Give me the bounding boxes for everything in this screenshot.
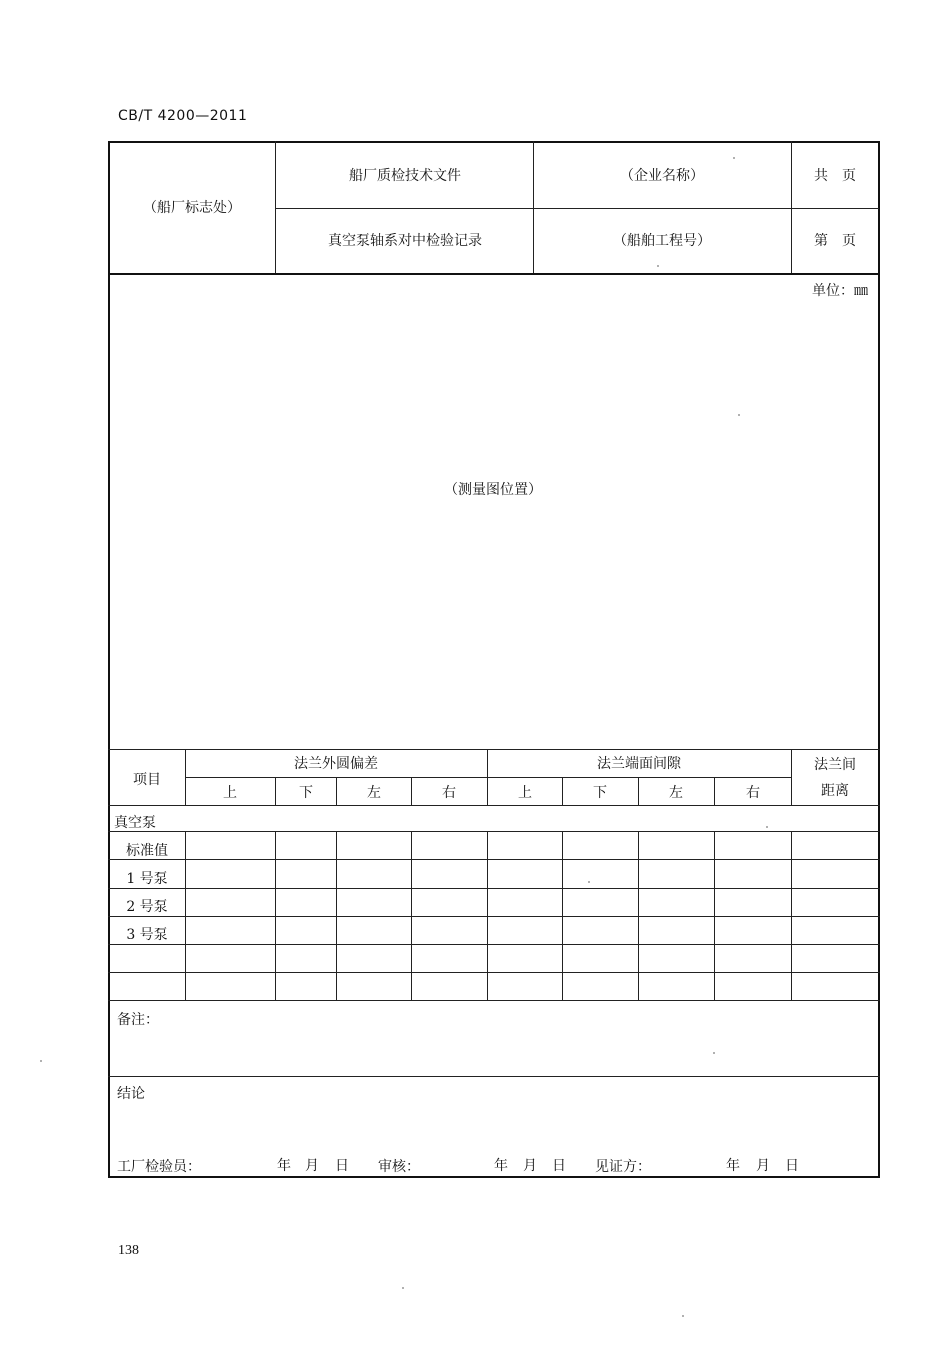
pos-divider-6-top: [638, 777, 639, 805]
doc-type: 船厂质检技术文件: [349, 168, 461, 184]
scan-speck: [713, 1052, 715, 1054]
table-section-bottom: [108, 831, 880, 832]
distance-header-line2: 距离: [821, 783, 849, 799]
table-bottom: [108, 1000, 880, 1001]
project-placeholder: （船舶工程号）: [613, 233, 711, 249]
scan-speck: [402, 1287, 404, 1289]
pos-divider-3-top: [411, 777, 412, 805]
unit-label: 单位：㎜: [812, 283, 868, 299]
conclusion-label: 结论: [117, 1086, 145, 1102]
item-header: 项目: [133, 772, 161, 788]
company-placeholder: （企业名称）: [620, 168, 704, 184]
distance-col-divider-top: [791, 749, 792, 805]
table-row-line-3: [108, 916, 880, 917]
scan-speck: [588, 881, 590, 883]
distance-header-line1: 法兰间: [814, 757, 856, 773]
reviewer-date-day: 日: [552, 1158, 566, 1174]
record-title: 真空泵轴系对中检验记录: [328, 233, 482, 249]
pos-divider-5-top: [562, 777, 563, 805]
pos-divider-7-top: [714, 777, 715, 805]
position-right: 右: [442, 785, 456, 801]
section-label: 真空泵: [114, 815, 156, 831]
pos-divider-7: [714, 831, 715, 1000]
inspector-label: 工厂检验员：: [117, 1159, 201, 1175]
position-left: 左: [669, 785, 683, 801]
table-row-line-5: [108, 972, 880, 973]
witness-date-day: 日: [785, 1158, 799, 1174]
inspector-date-day: 日: [335, 1158, 349, 1174]
diagram-placeholder: （测量图位置）: [444, 482, 542, 498]
scan-speck: [766, 826, 768, 828]
witness-date-month: 月: [756, 1158, 770, 1174]
reviewer-date-year: 年: [494, 1158, 508, 1174]
page-of: 第 页: [814, 233, 856, 249]
row-label-pump-3: 3 号泵: [126, 927, 168, 943]
witness-date-year: 年: [726, 1158, 740, 1174]
group-runout-header: 法兰外圆偏差: [294, 756, 378, 772]
scan-speck: [657, 265, 659, 267]
scan-speck: [682, 1315, 684, 1317]
frame-right: [878, 141, 880, 1178]
table-row-line-4: [108, 944, 880, 945]
pos-divider-3: [411, 831, 412, 1000]
witness-label: 见证方：: [595, 1159, 651, 1175]
row-label-standard: 标准值: [126, 843, 168, 859]
item-col-divider-top: [185, 749, 186, 805]
scan-speck: [733, 157, 735, 159]
row-label-pump-2: 2 号泵: [126, 899, 168, 915]
logo-placeholder: （船厂标志处）: [143, 200, 241, 216]
pos-divider-1: [275, 831, 276, 1000]
group-gap-header: 法兰端面间隙: [597, 756, 681, 772]
total-pages: 共 页: [814, 168, 856, 184]
inspector-date-month: 月: [305, 1158, 319, 1174]
reviewer-label: 审核：: [378, 1159, 420, 1175]
pos-divider-6: [638, 831, 639, 1000]
page-number: 138: [118, 1243, 139, 1258]
position-bottom: 下: [593, 785, 607, 801]
item-col-divider: [185, 831, 186, 1000]
header-bottom: [108, 273, 880, 275]
position-left: 左: [367, 785, 381, 801]
remarks-bottom: [108, 1076, 880, 1077]
frame-left: [108, 141, 110, 1178]
position-right: 右: [746, 785, 760, 801]
table-row-line-2: [108, 888, 880, 889]
table-top: [108, 749, 880, 750]
position-top: 上: [223, 785, 237, 801]
position-bottom: 下: [299, 785, 313, 801]
inspector-date-year: 年: [277, 1158, 291, 1174]
group-divider: [487, 749, 488, 805]
remarks-label: 备注：: [117, 1012, 159, 1028]
frame-bottom: [108, 1176, 880, 1178]
reviewer-date-month: 月: [523, 1158, 537, 1174]
standard-code: CB/T 4200—2011: [118, 108, 248, 124]
frame-top: [108, 141, 880, 143]
pos-divider-2-top: [336, 777, 337, 805]
scan-speck: [738, 414, 740, 416]
pos-divider-1-top: [275, 777, 276, 805]
position-top: 上: [518, 785, 532, 801]
pos-divider-2: [336, 831, 337, 1000]
table-row-line-1: [108, 859, 880, 860]
scan-speck: [40, 1060, 42, 1062]
inspection-form: [108, 141, 880, 1178]
header-midline: [275, 208, 879, 209]
pos-divider-5: [562, 831, 563, 1000]
row-label-pump-1: 1 号泵: [126, 871, 168, 887]
distance-col-divider: [791, 831, 792, 1000]
pos-divider-4: [487, 831, 488, 1000]
table-header-bottom: [108, 805, 880, 806]
